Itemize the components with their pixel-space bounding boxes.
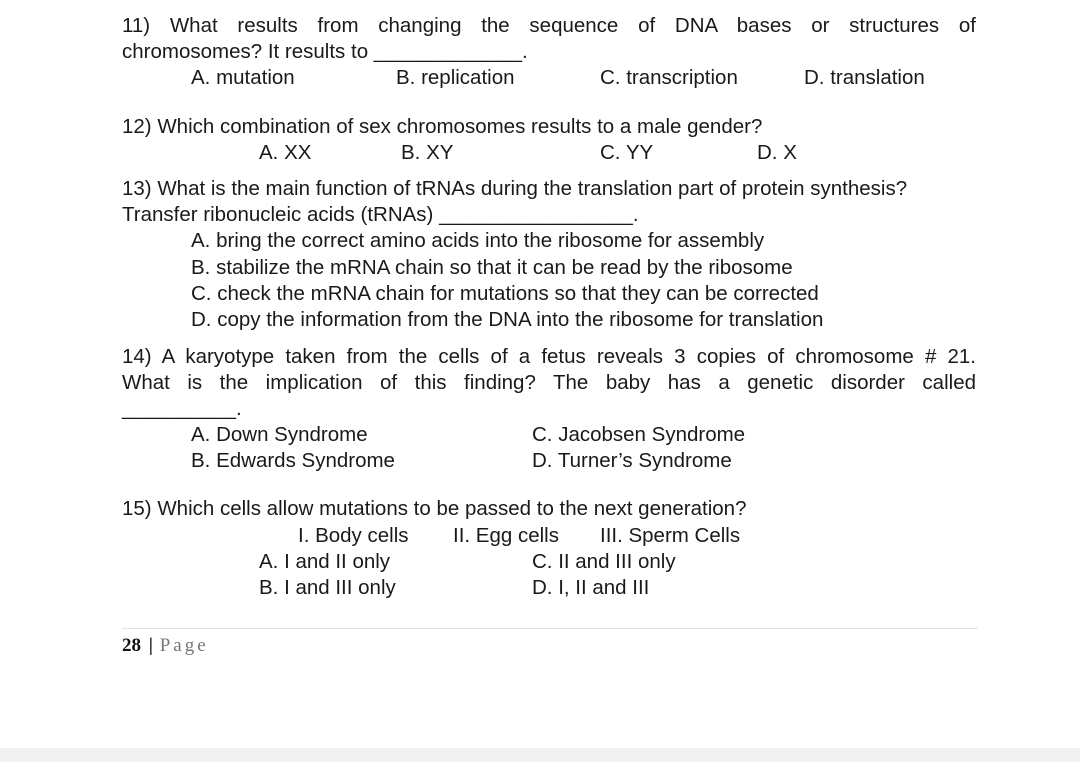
q12-stem-line1: 12) Which combination of sex chromosomes results to a male gender? xyxy=(122,115,763,138)
q11-choice-b: B. replication xyxy=(396,66,515,89)
q15-choice-d: D. I, II and III xyxy=(532,576,650,599)
q12-choice-d: D. X xyxy=(757,141,797,164)
page-label: Page xyxy=(159,635,209,656)
q14-choice-b: B. Edwards Syndrome xyxy=(191,449,395,472)
q13-choice-c: C. check the mRNA chain for mutations so that they can be corrected xyxy=(191,282,819,305)
q14-choice-a: A. Down Syndrome xyxy=(191,423,368,446)
page-footer xyxy=(122,634,209,658)
q15-choice-c: C. II and III only xyxy=(532,550,676,573)
q11-choice-d: D. translation xyxy=(804,66,925,89)
q15-stem-line1: 15) Which cells allow mutations to be passed to the next generation? xyxy=(122,497,747,520)
q15-option-2: II. Egg cells xyxy=(453,524,559,547)
q12-choice-c: C. YY xyxy=(600,141,654,164)
q13-choice-a: A. bring the correct amino acids into the ribosome for assembly xyxy=(191,229,765,252)
q15-option-1: I. Body cells xyxy=(298,524,409,547)
q13-stem-line1: 13) What is the main function of tRNAs during the translation part of protein synthesis? xyxy=(122,177,908,200)
q13-choice-d: D. copy the information from the DNA into the ribosome for translation xyxy=(191,308,824,331)
q12-choice-a: A. XX xyxy=(259,141,312,164)
q11-choice-c: C. transcription xyxy=(600,66,738,89)
q14-choice-c: C. Jacobsen Syndrome xyxy=(532,423,746,446)
q11-choice-a: A. mutation xyxy=(191,66,295,89)
q13-stem-line2: Transfer ribonucleic acids (tRNAs) _________________. xyxy=(122,203,639,226)
q14-stem-line2: What is the implication of this finding? The baby has a genetic disorder called xyxy=(122,371,976,394)
q14-choice-d: D. Turner’s Syndrome xyxy=(532,449,732,472)
q14-stem-line1: 14) A karyotype taken from the cells of a fetus reveals 3 copies of chromosome # 21. xyxy=(122,345,976,368)
viewer-bottom-strip xyxy=(0,748,1080,762)
page-number: 28 xyxy=(122,635,141,656)
q15-option-3: III. Sperm Cells xyxy=(600,524,741,547)
q11-stem-line1: 11) What results from changing the sequence of DNA bases or structures of xyxy=(122,14,976,37)
q13-choice-b: B. stabilize the mRNA chain so that it can be read by the ribosome xyxy=(191,256,793,279)
q12-choice-b: B. XY xyxy=(401,141,454,164)
q15-choice-a: A. I and II only xyxy=(259,550,391,573)
footer-divider xyxy=(122,628,978,629)
q14-answer-blank: __________. xyxy=(122,397,242,420)
footer-separator: | xyxy=(148,635,153,656)
q11-stem-line2: chromosomes? It results to _____________. xyxy=(122,40,528,63)
q15-choice-b: B. I and III only xyxy=(259,576,396,599)
